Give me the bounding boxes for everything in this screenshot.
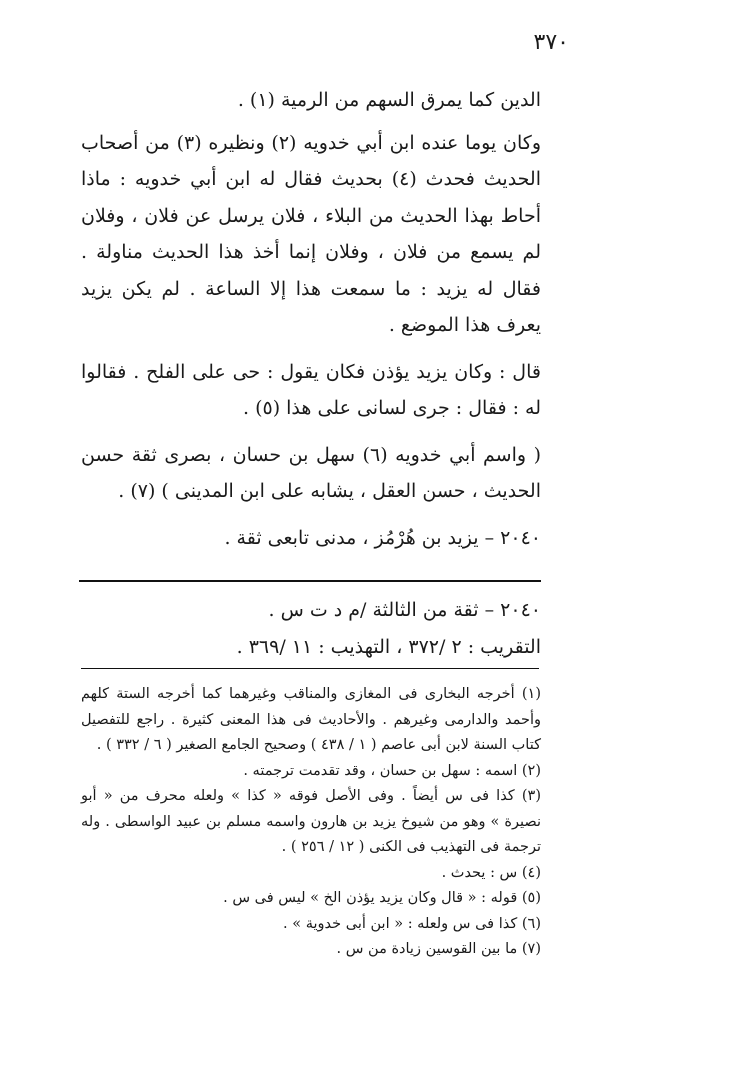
paragraph-1: الدين كما يمرق السهم من الرمية (١) . [237,89,541,111]
tadhib-section [81,592,541,666]
tadhib-line-1: ٢٠٤٠ – ثقة من الثالثة /م د ت س . [268,599,541,621]
footnote-5: (٥) قوله : « قال وكان يزيد يؤذن الخ » ليس فى س . [223,890,541,906]
footnote-7: (٧) ما بين القوسين زيادة من س . [336,941,541,957]
tadhib-line-2: التقريب : ٢ /٣٧٢ ، التهذيب : ١١ /٣٦٩ . [236,636,541,658]
page-number: ٣٧٠ [533,30,569,55]
footnote-4: (٤) س : يحدث . [441,864,541,881]
footnote-6: (٦) كذا فى س ولعله : « ابن أبى خدوية » . [283,915,541,932]
footnotes [81,682,541,963]
footnote-1: (١) أخرجه البخارى فى المغازى والمناقب وغيرهما كما أخرجه الستة كلهم وأحمد والدارمى وغيرهم . والأحاديث فى هذا المعنى كثيرة . راجع للتفصيل كتاب السنة لابن أبى عاصم ( ١ / ٤٣٨ ) وصحيح الجامع الصغير ( ٦ / ٣٣٢ ) . [81,686,541,753]
footnote-2: (٢) اسمه : سهل بن حسان ، وقد تقدمت ترجمته . [243,762,541,779]
entry-2040: ٢٠٤٠ – يزيد بن هُرْمُز ، مدنى تابعى ثقة . [224,526,541,549]
paragraph-3: قال : وكان يزيد يؤذن فكان يقول : حى على الفلح . فقالوا له : فقال : جرى لسانى على هذا (٥) . [81,360,541,419]
section-divider [79,580,541,582]
footnote-3: (٣) كذا فى س أيضاً . وفى الأصل فوقه « كذا » ولعله محرف من « أبو نصيرة » وهو من شيوخ يزيد بن هارون واسمه مسلم بن عبيد الواسطى . وله ترجمة فى التهذيب فى الكنى ( ١٢ / ٢٥٦ ) . [81,788,541,855]
footnote-divider [81,668,539,669]
main-text [81,82,541,556]
paragraph-4: ( واسم أبي خدويه (٦) سهل بن حسان ، بصرى ثقة حسن الحديث ، حسن العقل ، يشابه على ابن المدينى ) (٧) . [81,443,541,502]
paragraph-2: وكان يوما عنده ابن أبي خدويه (٢) ونظيره (٣) من أصحاب الحديث فحدث (٤) بحديث فقال له ابن أبي خدويه : ماذا أحاط بهذا الحديث من البلاء ، فلان يرسل عن فلان ، وفلان لم يسمع من فلان ، وفلان إنما أخذ هذا الحديث مناولة . فقال له يزيد : ما سمعت هذا إلا الساعة . لم يكن يزيد يعرف هذا الموضع . [81,131,542,336]
